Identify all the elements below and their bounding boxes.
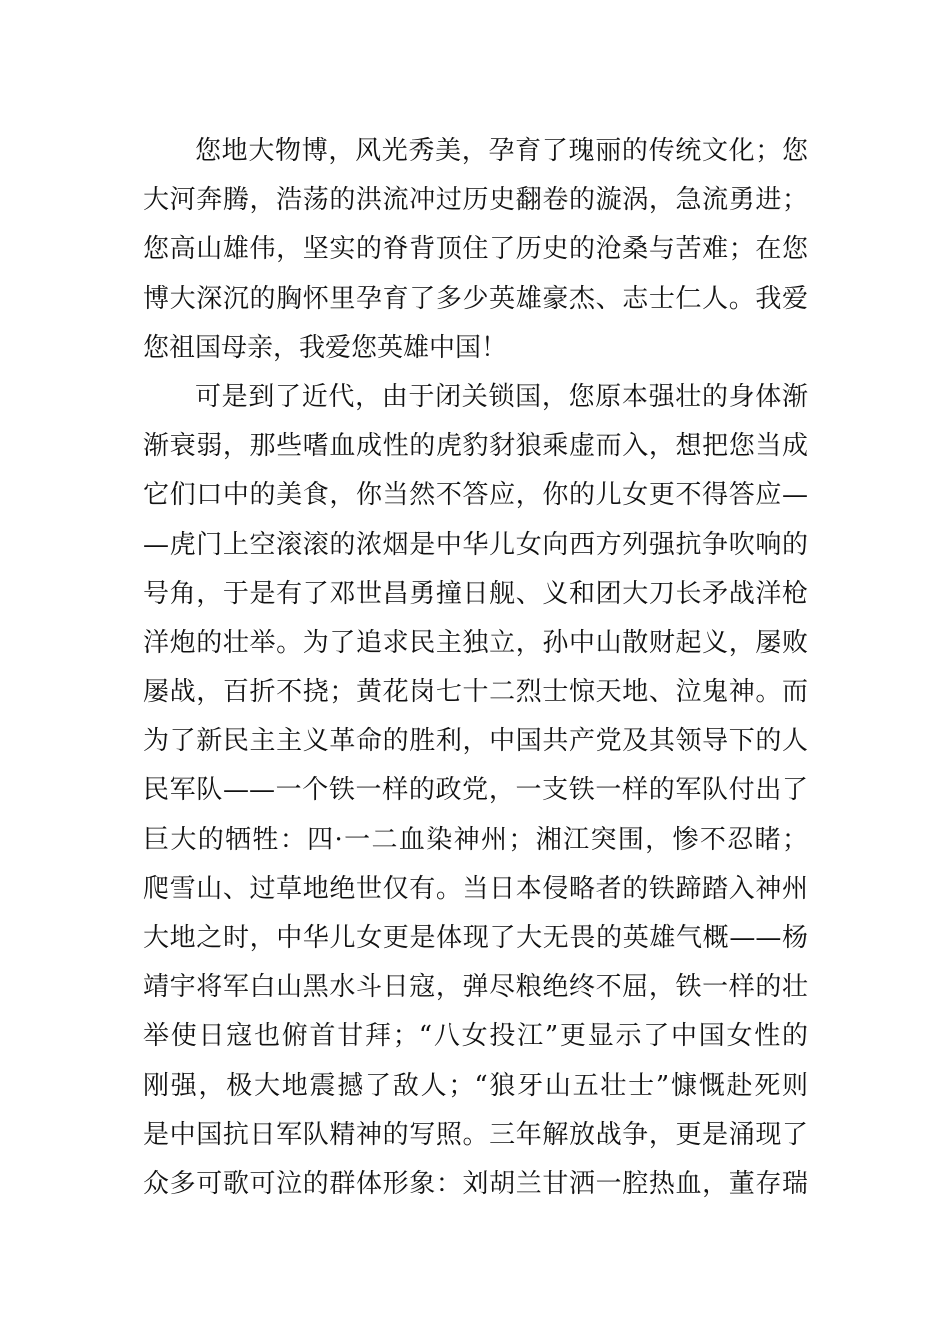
text-line: 巨大的牺牲：四·一二血染神州；湘江突围，惨不忍睹；: [143, 824, 808, 855]
text-line: 爬雪山、过草地绝世仅有。当日本侵略者的铁蹄踏入神州: [143, 873, 808, 904]
text-line: 渐衰弱，那些嗜血成性的虎豹豺狼乘虚而入，想把您当成: [143, 431, 808, 462]
text-line: 靖宇将军白山黑水斗日寇，弹尽粮绝终不屈，铁一样的壮: [143, 972, 808, 1003]
text-line: 为了新民主主义革命的胜利，中国共产党及其领导下的人: [143, 726, 808, 757]
text-line: 它们口中的美食，你当然不答应，你的儿女更不得答应—: [143, 480, 808, 511]
text-line: 大地之时，中华儿女更是体现了大无畏的英雄气概——杨: [143, 923, 808, 953]
text-line: 屡战，百折不挠；黄花岗七十二烈士惊天地、泣鬼神。而: [143, 677, 808, 708]
text-line: 您高山雄伟，坚实的脊背顶住了历史的沧桑与苦难；在您: [143, 234, 808, 265]
text-line: 您祖国母亲，我爱您英雄中国！: [143, 332, 508, 363]
text-line: 是中国抗日军队精神的写照。三年解放战争，更是涌现了: [143, 1119, 808, 1150]
text-line: 您地大物博，风光秀美，孕育了瑰丽的传统文化；您: [195, 136, 808, 166]
body-text: [143, 127, 808, 1209]
paragraph-1: [143, 127, 808, 373]
text-line: 大河奔腾，浩荡的洪流冲过历史翻卷的漩涡，急流勇进；: [143, 185, 808, 216]
text-line: 博大深沉的胸怀里孕育了多少英雄豪杰、志士仁人。我爱: [143, 283, 808, 314]
text-line: 可是到了近代，由于闭关锁国，您原本强壮的身体渐: [195, 381, 808, 412]
text-line: 民军队——一个铁一样的政党，一支铁一样的军队付出了: [143, 775, 808, 806]
text-line: 刚强，极大地震撼了敌人；“狼牙山五壮士”慷慨赴死则: [143, 1070, 808, 1101]
text-line: 号角，于是有了邓世昌勇撞日舰、义和团大刀长矛战洋枪: [143, 578, 808, 609]
text-line: 举使日寇也俯首甘拜；“八女投江”更显示了中国女性的: [143, 1021, 808, 1052]
text-line: 众多可歌可泣的群体形象：刘胡兰甘洒一腔热血，董存瑞: [143, 1168, 808, 1199]
paragraph-2: [143, 373, 808, 1209]
text-line: —虎门上空滚滚的浓烟是中华儿女向西方列强抗争吹响的: [143, 529, 808, 560]
text-line: 洋炮的壮举。为了追求民主独立，孙中山散财起义，屡败: [143, 627, 808, 658]
